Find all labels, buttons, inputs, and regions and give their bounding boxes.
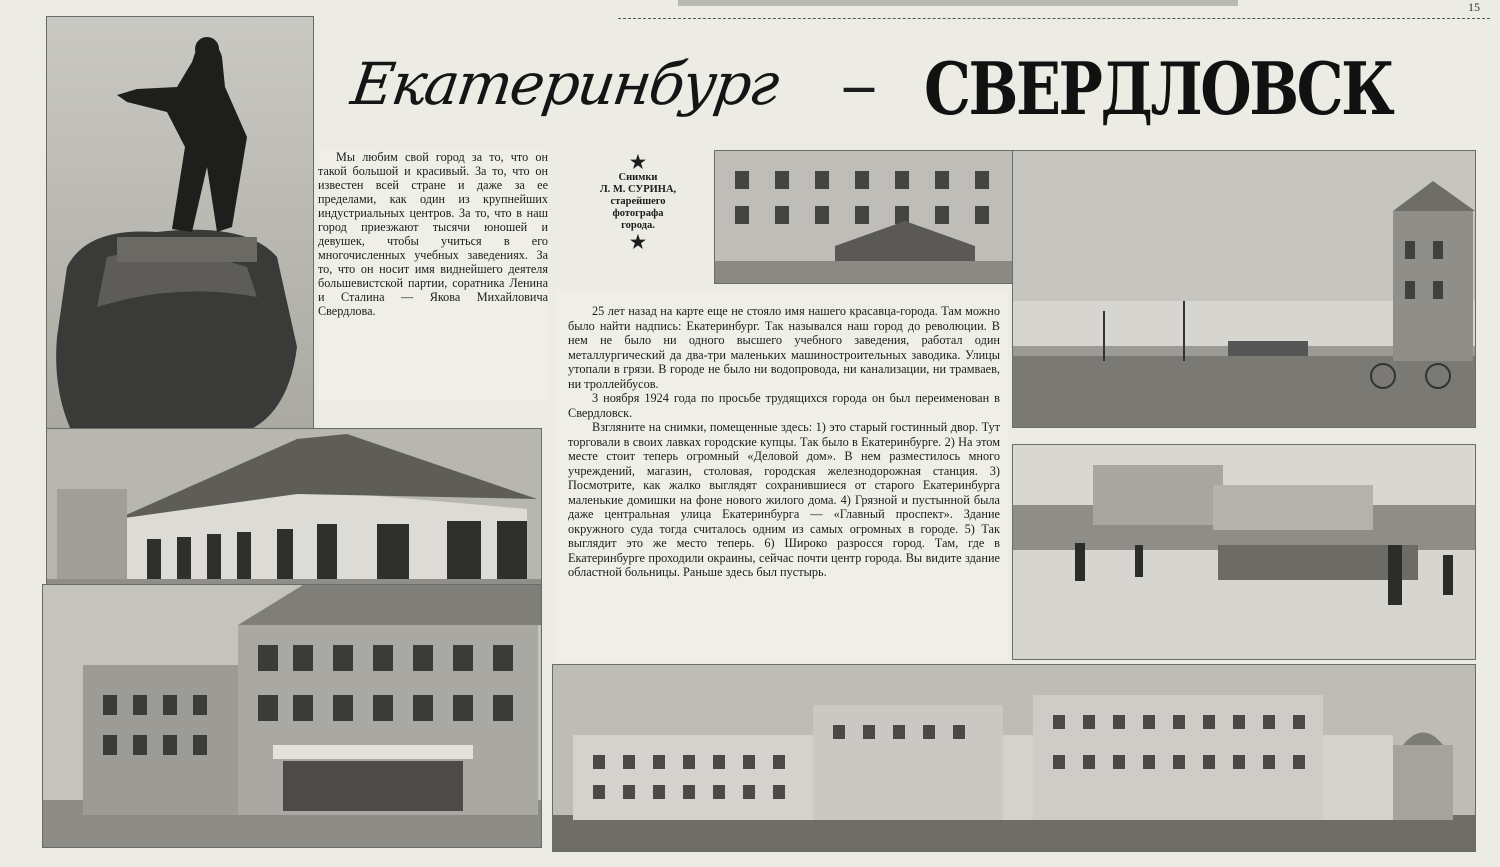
star-ornament-top: ★	[629, 152, 647, 172]
photo-credits	[572, 152, 704, 252]
intro-paragraph: Мы любим свой город за то, что он такой большой и красивый. За то, что он известен всей стране и даже за ее пределами, как один из крупнейших индустриальных центров. За то, что в наш город приезжают тысячи юношей и девушек, чтобы учиться в его многочисленных учебных заведениях. За то, что он носит имя виднейшего деятеля большевистской партии, соратника Ленина и Сталина — Якова Михайловича Свердлова.	[318, 150, 548, 318]
credits-line-5: города.	[621, 220, 655, 231]
top-border-strip	[618, 0, 1490, 19]
article-paragraph-2: 3 ноября 1924 года по просьбе трудящихся города он был переименован в Свердловск.	[568, 391, 1000, 420]
article-paragraph-1: 25 лет назад на карте еще не стояло имя нашего красавца-города. Там можно было найти надпись: Екатеринбург. Так назывался наш город до революции. В нем не было ни одного высшего учебного заведения, работал один металлургический да два-три маленьких машиностроительных заводика. Улицы утопали в грязи. В городе не было ни водопровода, ни канализации, ни трамваев, ни троллейбусов.	[568, 304, 1000, 391]
photo-delovoy-dom	[42, 584, 542, 848]
credits-line-1: Снимки	[618, 172, 658, 183]
headline-dash: –	[844, 51, 874, 117]
photo-regional-hospital	[552, 664, 1476, 852]
page-corner-number: 15	[1468, 0, 1480, 14]
headline-bold-part: СВЕРДЛОВСК	[924, 46, 1393, 131]
intro-column	[318, 150, 548, 400]
star-ornament-bottom: ★	[629, 232, 647, 252]
article-column	[556, 290, 1008, 662]
credits-line-2: Л. М. СУРИНА,	[599, 184, 677, 195]
credits-line-3: старейшего	[610, 196, 666, 207]
photo-main-prospect-new	[1012, 444, 1476, 660]
headline-script-part: Екатеринбург	[347, 50, 782, 118]
photo-statue	[46, 16, 314, 446]
article-paragraph-3: Взгляните на снимки, помещенные здесь: 1) это старый гостинный двор. Тут торговали в своих лавках городские купцы. Так было в Екатеринбурге. 2) На этом месте стоит теперь огромный «Деловой дом». В нем разместилось много учреждений, магазин, столовая, городская железнодорожная станция. 3) Посмотрите, как жалко выглядят сохранившиеся от старого Екатеринбурга маленькие домишки на фоне нового жилого дома. 4) Грязной и пустынной была даже центральная улица Екатеринбурга — «Главный проспект». Здание окружного суда тогда считалось одним из самых огромных в городе. 5) Так выглядит это же место теперь. 6) Широко разросся город. Там, где в Екатеринбурге проходили окраины, сейчас почти центр города. Вы видите здание областной больницы. Раньше здесь был пустырь.	[568, 420, 1000, 579]
credits-line-4: фотографа	[612, 208, 664, 219]
photo-main-prospect-old	[1012, 150, 1476, 428]
